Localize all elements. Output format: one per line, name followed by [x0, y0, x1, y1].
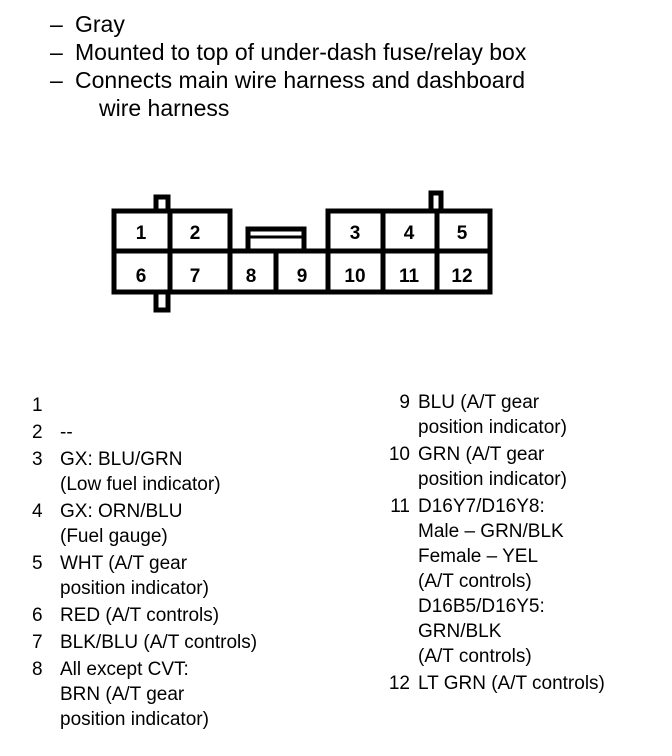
pin-description: RED (A/T controls) [60, 605, 220, 626]
connector-right-tab [431, 193, 441, 211]
pin-description: position indicator) [60, 578, 209, 599]
bullet-text: Connects main wire harness and dashboard [75, 67, 526, 93]
pin-number: 2 [32, 422, 43, 443]
bullet-mounting [50, 38, 660, 66]
bullet-dash: – [50, 67, 63, 93]
pin-number: 11 [390, 496, 410, 517]
pin-entry-4 [32, 499, 372, 549]
pin-description: (Low fuel indicator) [60, 474, 221, 495]
pin-description: D16B5/D16Y5: [418, 596, 545, 617]
pin-entry-8 [32, 657, 372, 732]
pin-description: Male – GRN/BLK [418, 521, 564, 542]
bullet-connects [50, 66, 660, 122]
pin-entry-6 [32, 603, 372, 628]
pin-description: D16Y7/D16Y8: [418, 496, 545, 517]
pin-entry-2 [32, 420, 372, 445]
pin-entry-12 [380, 671, 670, 696]
pin-description: position indicator) [418, 469, 567, 490]
pin-description: (Fuel gauge) [60, 526, 168, 547]
pin-label: 9 [296, 266, 308, 287]
connector-key [248, 229, 304, 251]
bullet-dash: – [50, 39, 63, 65]
pin-label: 12 [451, 266, 473, 287]
pin-description [60, 393, 372, 418]
pin-label: 11 [398, 266, 420, 287]
pin-label: 8 [245, 266, 257, 287]
description-list [50, 10, 660, 122]
pin-description: BLU (A/T gear [418, 392, 540, 413]
pin-number: 6 [32, 605, 43, 626]
pin-list-right [380, 390, 670, 698]
pin-description: GRN/BLK [418, 621, 502, 642]
pin-entry-7 [32, 630, 372, 655]
pin-number: 1 [32, 395, 43, 416]
pin-description: GX: BLU/GRN [60, 449, 183, 470]
pin-entry-1 [32, 393, 372, 418]
pin-description: BLK/BLU (A/T controls) [60, 632, 258, 653]
pin-description: -- [60, 422, 73, 443]
pin-description: position indicator) [60, 709, 209, 730]
pin-list-left [32, 393, 372, 734]
pin-entry-9 [380, 390, 670, 440]
bullet-text: Mounted to top of under-dash fuse/relay box [75, 39, 527, 65]
pin-description: BRN (A/T gear [60, 684, 185, 705]
bullet-color [50, 10, 660, 38]
bullet-text-continued: wire harness [99, 95, 230, 121]
pin-label: 3 [349, 223, 361, 244]
bullet-text: Gray [75, 11, 125, 37]
pin-entry-10 [380, 442, 670, 492]
pin-label: 2 [189, 223, 201, 244]
pin-number: 5 [32, 553, 43, 574]
pin-description: All except CVT: [60, 659, 189, 680]
pin-entry-11 [380, 494, 670, 669]
pin-number: 10 [388, 444, 410, 465]
pin-label: 4 [403, 223, 415, 244]
pin-number: 12 [388, 673, 410, 694]
pin-label: 5 [456, 223, 468, 244]
pin-description: GRN (A/T gear [418, 444, 545, 465]
connector-middle-block [230, 251, 328, 292]
pin-description: GX: ORN/BLU [60, 501, 183, 522]
pin-entry-3 [32, 447, 372, 497]
pin-label: 1 [135, 223, 147, 244]
pin-number: 7 [32, 632, 43, 653]
pin-entry-5 [32, 551, 372, 601]
pin-label: 7 [189, 266, 201, 287]
pin-label: 10 [344, 266, 366, 287]
pin-description: (A/T controls) [418, 646, 532, 667]
pin-number: 3 [32, 449, 43, 470]
pin-number: 4 [32, 501, 43, 522]
pin-number: 8 [32, 659, 43, 680]
pin-description: Female – YEL [418, 546, 539, 567]
pin-description: LT GRN (A/T controls) [418, 673, 605, 694]
pin-label: 6 [135, 266, 147, 287]
connector-diagram [108, 185, 508, 315]
bullet-dash: – [50, 11, 63, 37]
pin-number: 9 [399, 392, 410, 413]
pin-description: (A/T controls) [418, 571, 532, 592]
pin-description: WHT (A/T gear [60, 553, 188, 574]
pin-description: position indicator) [418, 417, 567, 438]
connector-bottom-tab [156, 292, 168, 310]
